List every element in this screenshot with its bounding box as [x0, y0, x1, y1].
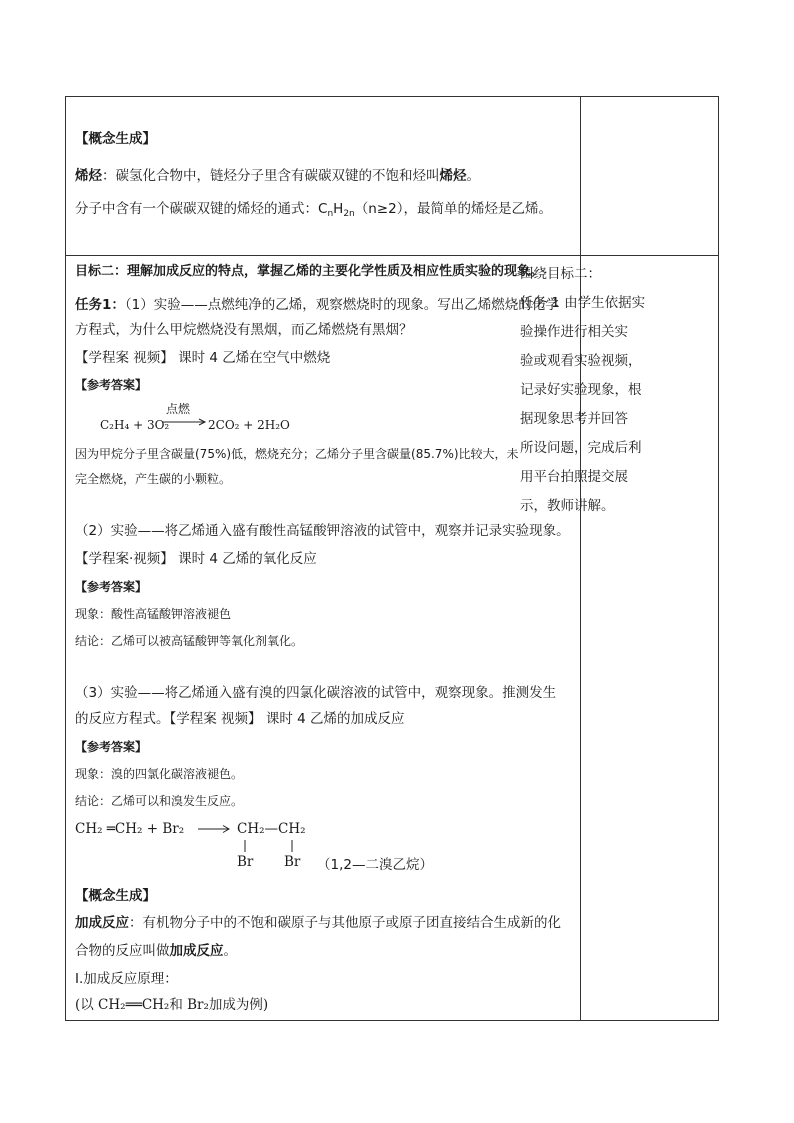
note-line: 验操作进行相关实: [520, 324, 628, 340]
bromine-2: Br: [284, 854, 301, 870]
answer3-conclusion: 结论：乙烯可以和溴发生反应。: [75, 794, 244, 808]
addition-definition-line1: 加成反应：有机物分子中的不饱和碳原子与其他原子或原子团直接结合生成新的化: [75, 915, 561, 931]
combustion-eq-condition: 点燃: [166, 402, 191, 416]
answer3-phenomenon: 现象：溴的四氯化碳溶液褪色。: [75, 767, 244, 781]
video-link-1[interactable]: 【学程案 视频】 课时 4 乙烯在空气中燃烧: [75, 350, 331, 366]
task1-line2: 方程式，为什么甲烷燃烧没有黑烟，而乙烯燃烧有黑烟？: [75, 322, 413, 338]
addition-principle: Ⅰ.加成反应原理：: [75, 971, 178, 987]
concept2-heading: 【概念生成】: [75, 888, 156, 904]
note-line: 据现象思考并回答: [520, 411, 628, 427]
note-line: 围绕目标二：: [520, 266, 601, 282]
answer2-conclusion: 结论：乙烯可以被高锰酸钾等氧化剂氧化。: [75, 634, 304, 648]
reference-answer-3: 【参考答案】: [75, 740, 148, 754]
goal-two-title: 目标二：理解加成反应的特点，掌握乙烯的主要化学性质及相应性质实验的现象。: [75, 264, 544, 279]
task2: （2）实验——将乙烯通入盛有酸性高锰酸钾溶液的试管中，观察并记录实验现象。: [75, 523, 570, 539]
concept-heading: 【概念生成】: [75, 131, 156, 147]
addition-eq-right: CH₂—CH₂: [237, 821, 306, 837]
task3-line2: 的反应方程式。【学程案 视频】 课时 4 乙烯的加成反应: [75, 711, 405, 727]
combustion-eq-left: C₂H₄ + 3O₂: [100, 418, 170, 432]
teacher-notes: [520, 260, 650, 521]
addition-example: (以 CH₂══CH₂和 Br₂加成为例): [75, 997, 269, 1013]
reaction-arrow-2: [198, 824, 232, 834]
reference-answer-1: 【参考答案】: [75, 378, 148, 392]
task3-line1: （3）实验——将乙烯通入盛有溴的四氯化碳溶液的试管中，观察现象。推测发生: [75, 685, 557, 701]
answer1-line2: 完全燃烧，产生碳的小颗粒。: [75, 472, 232, 486]
note-line: 验或观看实验视频，: [520, 353, 642, 369]
row-divider: [66, 255, 718, 256]
answer1-line1: 因为甲烷分子里含碳量(75%)低，燃烧充分；乙烯分子里含碳量(85.7%)比较大，未: [75, 447, 519, 461]
reaction-arrow-1: [162, 418, 208, 426]
alkene-general-formula: 分子中含有一个碳碳双键的烯烃的通式：$C_nH_{2n}(n\ge 2)$，最简单的烯烃是乙烯。: [75, 201, 552, 219]
video-link-2[interactable]: 【学程案·视频】 课时 4 乙烯的氧化反应: [75, 551, 317, 567]
note-line: 所设问题，完成后利: [520, 440, 642, 456]
note-line: 记录好实验现象，根: [520, 382, 642, 398]
note-line: 示，教师讲解。: [520, 498, 615, 514]
addition-eq-left: CH₂ ═CH₂ + Br₂: [75, 821, 185, 837]
bromine-bonds: [240, 838, 300, 854]
combustion-eq-right: 2CO₂ + 2H₂O: [208, 418, 290, 432]
note-line: 任务 1 由学生依据实: [520, 295, 646, 311]
column-divider: [580, 97, 581, 1020]
product-name: （1,2—二溴乙烷）: [317, 857, 433, 873]
alkene-definition: 烯烃：碳氢化合物中，链烃分子里含有碳碳双键的不饱和烃叫烯烃。: [75, 168, 480, 184]
answer2-phenomenon: 现象：酸性高锰酸钾溶液褪色: [75, 607, 232, 621]
task1-line1: 任务1：（1）实验——点燃纯净的乙烯，观察燃烧时的现象。写出乙烯燃烧的化学: [75, 297, 559, 313]
reference-answer-2: 【参考答案】: [75, 580, 148, 594]
note-line: 用平台拍照提交展: [520, 469, 628, 485]
addition-definition-line2: 合物的反应叫做加成反应。: [75, 943, 237, 959]
bromine-1: Br: [237, 854, 254, 870]
